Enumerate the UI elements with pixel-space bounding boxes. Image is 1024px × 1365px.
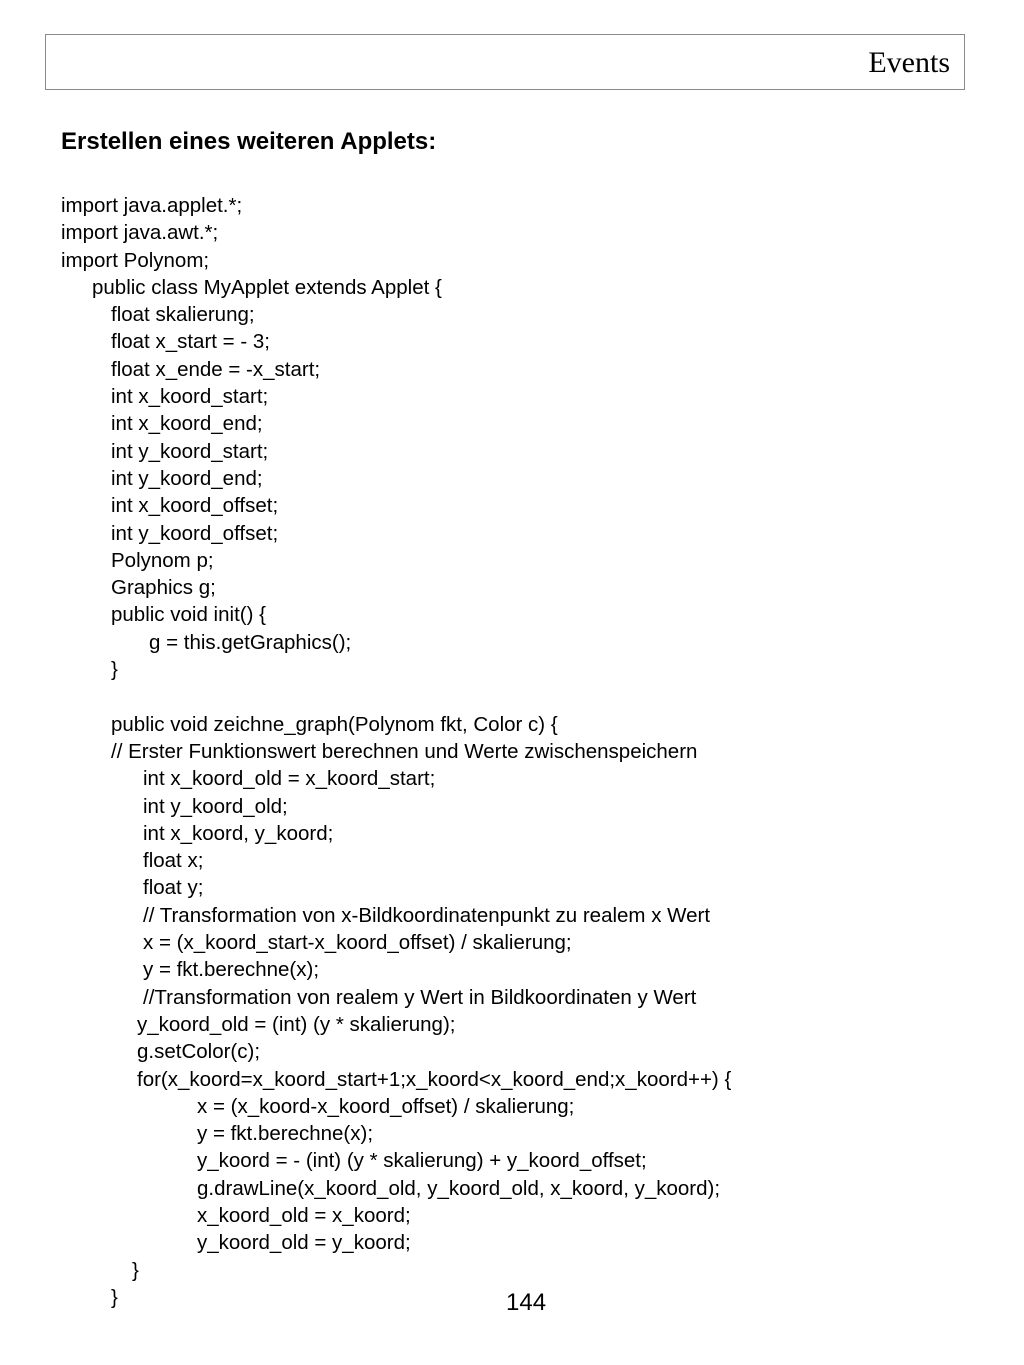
code-line: public class MyApplet extends Applet { bbox=[92, 275, 442, 299]
code-line: import java.applet.*; bbox=[61, 194, 243, 217]
code-line: Polynom p; bbox=[111, 548, 214, 572]
code-line bbox=[61, 683, 961, 710]
code-line: int x_koord, y_koord; bbox=[143, 821, 334, 845]
code-line: float x_start = - 3; bbox=[111, 330, 270, 354]
code-line: import Polynom; bbox=[61, 248, 210, 272]
page-heading: Erstellen eines weiteren Applets: bbox=[61, 128, 437, 155]
code-line: } bbox=[111, 658, 118, 682]
code-line: x = (x_koord-x_koord_offset) / skalierung; bbox=[197, 1094, 575, 1118]
code-line: int y_koord_offset; bbox=[111, 521, 279, 545]
code-line: for(x_koord=x_koord_start+1;x_koord<x_koord_end;x_koord++) { bbox=[137, 1067, 732, 1091]
code-line: //Transformation von realem y Wert in Bildkoordinaten y Wert bbox=[143, 985, 697, 1009]
code-line: g = this.getGraphics(); bbox=[149, 630, 352, 654]
code-line: float x; bbox=[143, 849, 204, 873]
code-line: } bbox=[132, 1258, 139, 1282]
code-line: int y_koord_old; bbox=[143, 794, 288, 818]
code-line: int x_koord_start; bbox=[111, 385, 269, 409]
page-number: 144 bbox=[506, 1289, 547, 1316]
code-line: y = fkt.berechne(x); bbox=[197, 1122, 374, 1146]
code-line: // Erster Funktionswert berechnen und Werte zwischenspeichern bbox=[111, 739, 698, 763]
code-line: int y_koord_start; bbox=[111, 439, 269, 463]
code-line: int x_koord_end; bbox=[111, 412, 263, 436]
code-line: float skalierung; bbox=[111, 303, 255, 327]
code-line: } bbox=[111, 1285, 118, 1309]
code-line: float y; bbox=[143, 876, 204, 900]
code-line: x_koord_old = x_koord; bbox=[197, 1203, 411, 1227]
code-line: x = (x_koord_start-x_koord_offset) / skalierung; bbox=[143, 931, 572, 955]
code-line: int x_koord_offset; bbox=[111, 494, 279, 518]
code-line: Graphics g; bbox=[111, 576, 216, 600]
code-line: int x_koord_old = x_koord_start; bbox=[143, 767, 436, 791]
code-line: y_koord = - (int) (y * skalierung) + y_koord_offset; bbox=[197, 1149, 647, 1173]
code-line: y_koord_old = (int) (y * skalierung); bbox=[137, 1012, 456, 1036]
code-listing bbox=[61, 192, 961, 1311]
code-line: float x_ende = -x_start; bbox=[111, 357, 321, 381]
code-line: g.setColor(c); bbox=[137, 1040, 261, 1064]
code-line: y_koord_old = y_koord; bbox=[197, 1231, 411, 1255]
header-box bbox=[45, 34, 965, 90]
code-line: g.drawLine(x_koord_old, y_koord_old, x_koord, y_koord); bbox=[197, 1176, 721, 1200]
code-line: y = fkt.berechne(x); bbox=[143, 958, 320, 982]
code-line: public void init() { bbox=[111, 603, 266, 627]
code-line: // Transformation von x-Bildkoordinatenpunkt zu realem x Wert bbox=[143, 903, 711, 927]
code-line: int y_koord_end; bbox=[111, 466, 263, 490]
code-line: import java.awt.*; bbox=[61, 221, 219, 245]
header-title: Events bbox=[868, 46, 950, 79]
code-line: public void zeichne_graph(Polynom fkt, Color c) { bbox=[111, 712, 558, 736]
